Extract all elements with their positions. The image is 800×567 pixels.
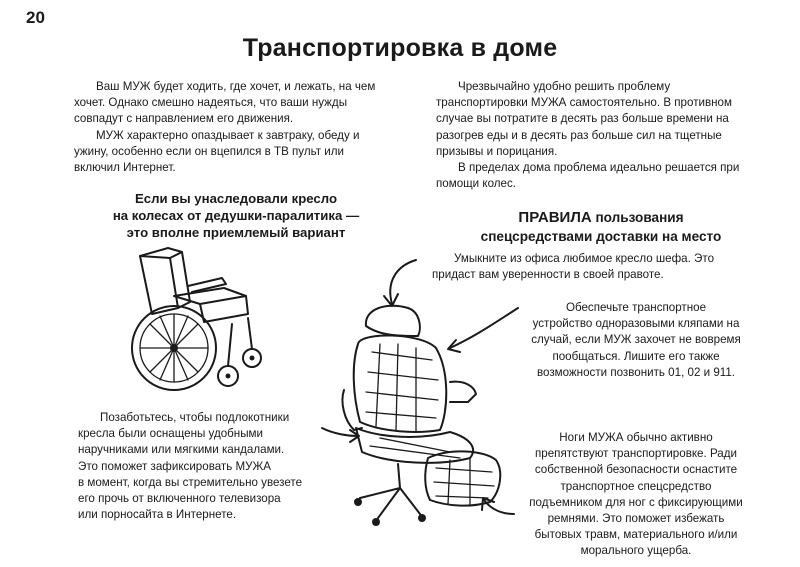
text-line: Это поможет зафиксировать МУЖА: [78, 459, 271, 473]
text-line: придаст вам уверенности в своей правоте.: [432, 268, 664, 282]
text-line: собственной безопасности оснастите: [534, 463, 738, 477]
rules-heading-line-2: спецсредствами доставки на место: [480, 229, 722, 244]
rules-heading: [446, 208, 756, 246]
text-line: транспортировки МУЖА самостоятельно. В противном: [436, 96, 732, 110]
intro-right-paragraph-1: [436, 79, 776, 160]
text-line: МУЖ характерно опаздывает к завтраку, обеду и: [96, 128, 360, 142]
chair-backrest: [354, 335, 447, 432]
intro-right: [436, 79, 776, 192]
text-line: бытовых травм, материального и/или: [534, 528, 738, 542]
heading-line: Если вы унаследовали кресло: [134, 191, 338, 206]
text-line: хочет. Однако смешно надеяться, что ваши нужды: [74, 96, 348, 110]
rules-heading-caps: ПРАВИЛА: [518, 209, 592, 226]
chair-seat: [356, 428, 473, 463]
intro-left-paragraph-2: [74, 128, 414, 177]
text-line: транспортное спецсредство: [560, 479, 712, 493]
text-line: случае вы потратите в десять раз больше времени на: [436, 112, 729, 126]
rule-legs: [504, 430, 768, 560]
arrow-to-headrest: [448, 308, 518, 352]
text-line: в момент, когда вы стремительно увезете: [78, 475, 303, 489]
text-line: кресла были оснащены удобными: [78, 427, 263, 441]
text-line: призывы и порицания.: [436, 144, 558, 158]
text-line: Позаботьтесь, чтобы подлокотники: [100, 411, 290, 424]
chair-base: [354, 464, 426, 526]
rules-heading-rest: пользования: [591, 210, 684, 225]
text-line: включил Интернет.: [74, 161, 176, 175]
text-line: возможности позвонить 01, 02 и 911.: [536, 365, 736, 379]
text-line: случай, если МУЖ захочет не вовремя: [531, 333, 741, 347]
office-chair-drawing: [300, 252, 530, 537]
intro-right-paragraph-2: [436, 160, 776, 192]
text-line: подъемником для ног с фиксирующими: [529, 495, 743, 509]
wheelchair-small-wheels: [218, 318, 261, 386]
text-line: или порносайта в Интернете.: [78, 508, 237, 522]
text-line: Умыкните из офиса любимое кресло шефа. Это: [454, 252, 715, 265]
text-line: В пределах дома проблема идеально решается при: [458, 161, 740, 175]
page-number: 20: [26, 8, 45, 27]
rule-gag: [504, 300, 768, 381]
text-line: морального ущерба.: [580, 544, 692, 558]
chair-headrest: [366, 306, 420, 336]
arrow-to-chair-top: [384, 260, 416, 306]
intro-left-paragraph-1: [74, 79, 414, 128]
intro-left: [74, 79, 414, 176]
text-line: помощи колес.: [436, 177, 517, 191]
wheelchair-backrest: [140, 248, 190, 314]
text-line: устройство одноразовыми кляпами на: [532, 317, 740, 331]
heading-line: на колесах от дедушки-паралитика —: [112, 208, 360, 223]
text-line: совпадут с направлением его движения.: [74, 112, 294, 126]
text-line: наручниками или мягкими кандалами.: [78, 443, 285, 457]
text-line: ужину, особенно если он вцепился в ТВ пульт или: [74, 144, 344, 158]
page-title: Транспортировка в доме: [242, 34, 558, 62]
text-line: ремнями. Это поможет избежать: [547, 512, 725, 526]
text-line: Чрезвычайно удобно решить проблему: [458, 80, 671, 93]
wheelchair-heading: [86, 190, 386, 241]
text-line: разогрев еды и в десять раз больше сил на тщетные: [436, 128, 722, 142]
text-line: пообщаться. Лишите его также: [552, 349, 720, 363]
wheelchair-big-wheel: [132, 306, 216, 390]
heading-line: это вполне приемлемый вариант: [126, 225, 346, 240]
rules-heading-line-1: [446, 208, 756, 227]
text-line: Ноги МУЖА обычно активно: [559, 431, 713, 444]
text-line: Обеспечьте транспортное: [565, 301, 707, 314]
text-line: препятствуют транспортировке. Ради: [535, 447, 737, 461]
text-line: Ваш МУЖ будет ходить, где хочет, и лежать, на чем: [96, 80, 376, 93]
wheelchair-drawing: [124, 244, 274, 394]
arrow-to-leg-rest: [482, 498, 514, 514]
text-line: его прочь от включенного телевизора: [78, 492, 281, 506]
